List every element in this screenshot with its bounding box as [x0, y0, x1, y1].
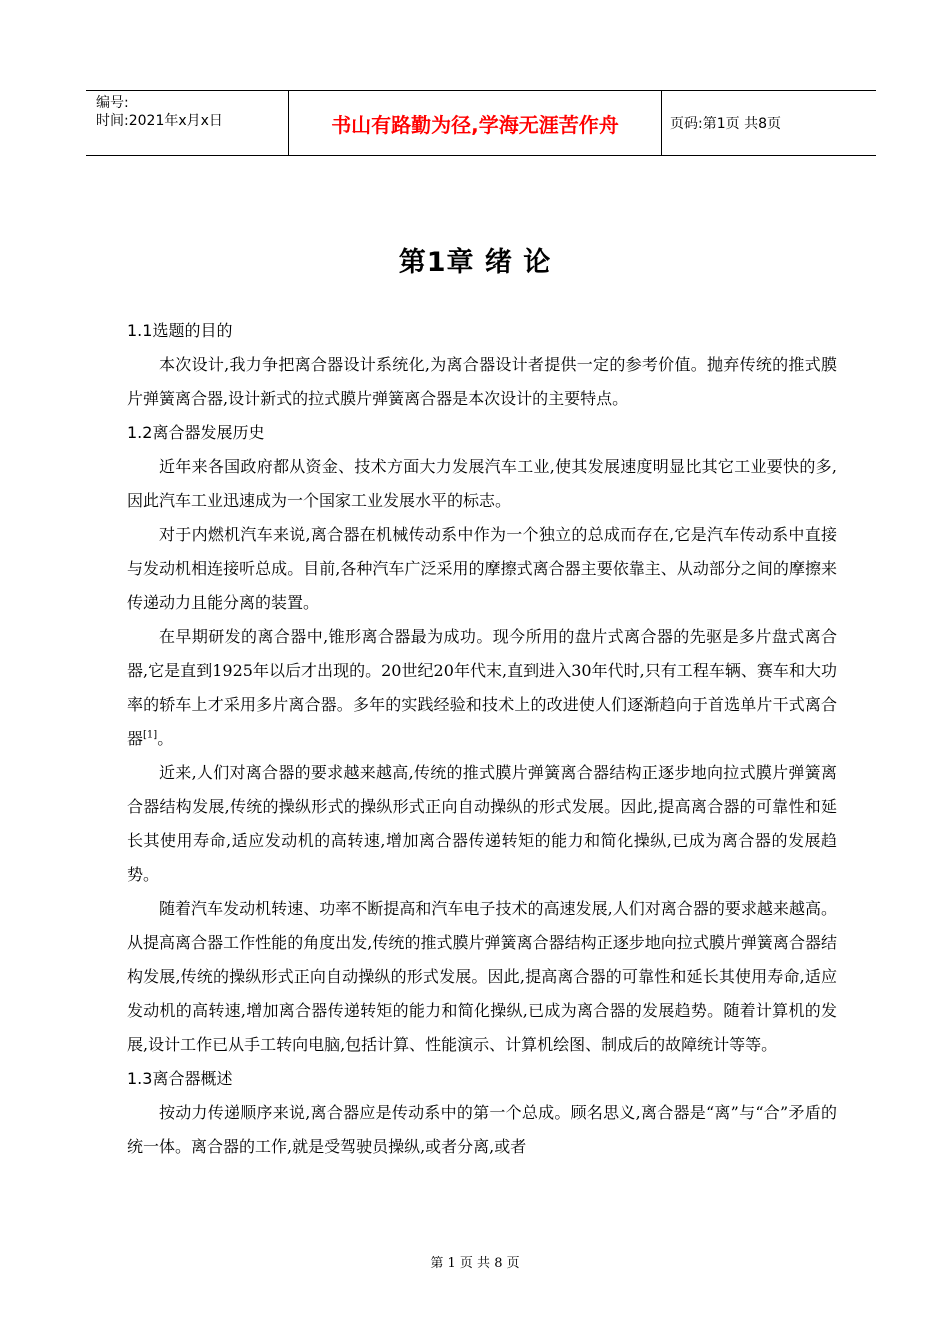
- header-page-info: 页码:第1页 共8页: [670, 116, 781, 132]
- page-footer: 第 1 页 共 8 页: [430, 1256, 520, 1271]
- chapter-title: 第1章 绪 论: [398, 247, 552, 278]
- paragraph: 本次设计,我力争把离合器设计系统化,为离合器设计者提供一定的参考价值。抛弃传统的推式膜片弹簧离合器,设计新式的拉式膜片弹簧离合器是本次设计的主要特点。: [127, 355, 837, 408]
- paragraph: 近年来各国政府都从资金、技术方面大力发展汽车工业,使其发展速度明显比其它工业要快的多,因此汽车工业迅速成为一个国家工业发展水平的标志。: [127, 457, 837, 510]
- header-motto: 书山有路勤为径,学海无涯苦作舟: [288, 91, 662, 155]
- paragraph: 近来,人们对离合器的要求越来越高,传统的推式膜片弹簧离合器结构正逐步地向拉式膜片弹簧离合器结构发展,传统的操纵形式的操纵形式正向自动操纵的形式发展。因此,提高离合器的可靠性和延长其使用寿命,适应发动机的高转速,增加离合器传递转矩的能力和简化操纵,已成为离合器的发展趋势。: [127, 763, 837, 884]
- header-time-label: 时间:2021年x月x日: [96, 113, 223, 129]
- paragraph: 按动力传递顺序来说,离合器应是传动系中的第一个总成。顾名思义,离合器是“离”与“合”矛盾的统一体。离合器的工作,就是受驾驶员操纵,或者分离,或者: [127, 1103, 837, 1156]
- section-heading: 1.1选题的目的: [127, 321, 233, 340]
- paragraph: 随着汽车发动机转速、功率不断提高和汽车电子技术的高速发展,人们对离合器的要求越来越高。从提高离合器工作性能的角度出发,传统的推式膜片弹簧离合器结构正逐步地向拉式膜片弹簧离合器结构发展,传统的操纵形式正向自动操纵的形式发展。因此,提高离合器的可靠性和延长其使用寿命,适应发动机的高转速,增加离合器传递转矩的能力和简化操纵,已成为离合器的发展趋势。随着计算机的发展,设计工作已从手工转向电脑,包括计算、性能演示、计算机绘图、制成后的故障统计等等。: [127, 899, 837, 1054]
- page-header: [86, 90, 876, 156]
- citation-ref[interactable]: [1]: [143, 729, 158, 741]
- header-number-label: 编号:: [96, 95, 129, 111]
- paragraph-tail: 。: [157, 729, 174, 748]
- document-body: [127, 314, 837, 1164]
- paragraph: 对于内燃机汽车来说,离合器在机械传动系中作为一个独立的总成而存在,它是汽车传动系中直接与发动机相连接听总成。目前,各种汽车广泛采用的摩擦式离合器主要依靠主、从动部分之间的摩擦来传递动力且能分离的装置。: [127, 525, 837, 612]
- section-heading: 1.2离合器发展历史: [127, 423, 265, 442]
- paragraph: [127, 620, 837, 756]
- header-meta: [86, 91, 288, 155]
- section-heading: 1.3离合器概述: [127, 1069, 233, 1088]
- paragraph-text: 在早期研发的离合器中,锥形离合器最为成功。现今所用的盘片式离合器的先驱是多片盘式离合器,它是直到1925年以后才出现的。20世纪20年代末,直到进入30年代时,只有工程车辆、赛车和大功率的轿车上才采用多片离合器。多年的实践经验和技术上的改进使人们逐渐趋向于首选单片干式离合器: [127, 627, 837, 748]
